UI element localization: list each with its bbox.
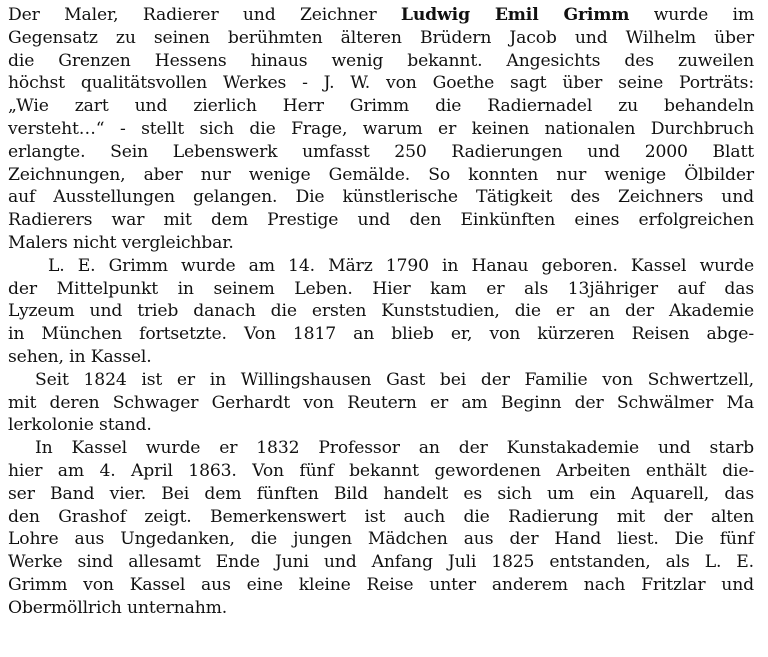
text-line: ser Band vier. Bei dem fünften Bild handelt es sich um ein Aquarell, das — [8, 483, 754, 504]
text-line: Malers nicht vergleichbar. — [8, 232, 234, 253]
text-line: hier am 4. April 1863. Von fünf bekannt gewordenen Arbeiten enthält die- — [8, 460, 754, 481]
text-line: sehen, in Kassel. — [8, 346, 152, 367]
text-line: Werke sind allesamt Ende Juni und Anfang Juli 1825 entstanden, als L. E. — [8, 552, 754, 573]
text-line — [8, 4, 754, 27]
text-line: versteht…“ - stellt sich die Frage, warum er keinen nationalen Durchbruch — [8, 118, 754, 139]
document-page — [8, 4, 754, 620]
text-line: den Grashof zeigt. Bemerkenswert ist auch die Radierung mit der alten — [8, 506, 754, 527]
text-line: Grimm von Kassel aus eine kleine Reise unter anderem nach Fritzlar und — [8, 574, 754, 595]
paragraph-1 — [8, 4, 754, 255]
text-span: Der Maler, Radierer und Zeichner — [8, 5, 401, 25]
artist-name: Ludwig Emil Grimm — [400, 5, 630, 25]
text-line: höchst qualitätsvollen Werkes - J. W. von Goethe sagt über seine Porträts: — [8, 73, 754, 94]
text-line: L. E. Grimm wurde am 14. März 1790 in Hanau geboren. Kassel wurde — [48, 255, 754, 276]
text-line: Lohre aus Ungedanken, die jungen Mädchen aus der Hand liest. Die fünf — [8, 529, 754, 550]
text-line: In Kassel wurde er 1832 Professor an der Kunstakademie und starb — [35, 438, 754, 459]
text-line: in München fortsetzte. Von 1817 an blieb er, von kürzeren Reisen abge- — [8, 324, 754, 345]
text-line: Seit 1824 ist er in Willingshausen Gast bei der Familie von Schwertzell, — [35, 369, 754, 390]
text-line: Radierers war mit dem Prestige und den Einkünften eines erfolgreichen — [8, 210, 754, 231]
text-line: Zeichnungen, aber nur wenige Gemälde. So konnten nur wenige Ölbilder — [8, 164, 754, 185]
paragraph-3 — [8, 369, 754, 437]
text-line: lerkolonie stand. — [8, 415, 152, 436]
text-line: Gegensatz zu seinen berühmten älteren Brüdern Jacob und Wilhelm über — [8, 27, 754, 48]
text-line: Obermöllrich unternahm. — [8, 597, 228, 618]
text-line: „Wie zart und zierlich Herr Grimm die Radiernadel zu behandeln — [8, 96, 754, 117]
text-line: auf Ausstellungen gelangen. Die künstlerische Tätigkeit des Zeichners und — [8, 187, 754, 208]
text-line: mit deren Schwager Gerhardt von Reutern er am Beginn der Schwälmer Ma — [8, 392, 754, 413]
text-line: erlangte. Sein Lebenswerk umfasst 250 Radierungen und 2000 Blatt — [8, 141, 754, 162]
text-line: der Mittelpunkt in seinem Leben. Hier kam er als 13jähriger auf das — [8, 278, 754, 299]
text-line: die Grenzen Hessens hinaus wenig bekannt. Angesichts des zuweilen — [8, 50, 754, 71]
text-span: wurde im — [629, 5, 754, 25]
paragraph-2 — [8, 255, 754, 369]
text-line: Lyzeum und trieb danach die ersten Kunststudien, die er an der Akademie — [8, 301, 754, 322]
paragraph-4 — [8, 437, 754, 619]
